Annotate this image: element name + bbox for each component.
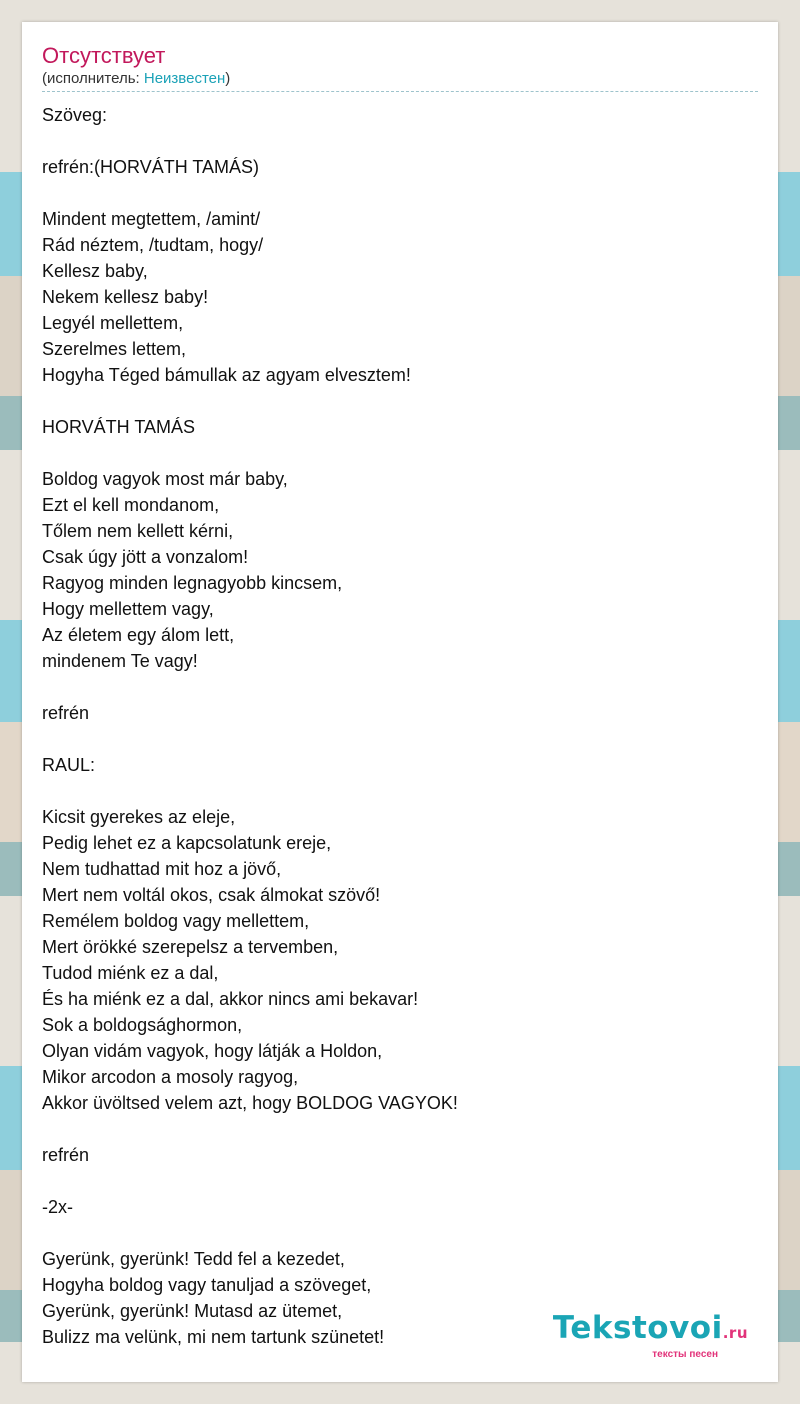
artist-prefix: (исполнитель: [42,70,144,87]
lyric-line: Hogyha Téged bámullak az agyam elvesztem! [42,365,411,385]
lyric-line: Olyan vidám vagyok, hogy látják a Holdon, [42,1041,383,1061]
lyric-line [42,1220,758,1246]
lyric-line: Mikor arcodon a mosoly ragyog, [42,1067,299,1087]
lyric-line: És ha miénk ez a dal, akkor nincs ami bekavar! [42,989,419,1009]
lyric-line: Az életem egy álom lett, [42,625,235,645]
artist-line [42,70,758,92]
lyric-line: Szerelmes lettem, [42,339,187,359]
artist-suffix: ) [225,70,231,87]
lyric-line: Nekem kellesz baby! [42,287,209,307]
site-logo[interactable] [553,1311,748,1360]
lyric-line: Hogyha boldog vagy tanuljad a szöveget, [42,1275,372,1295]
logo-wordmark [553,1311,748,1350]
lyric-line: RAUL: [42,755,96,775]
lyric-line: Mert nem voltál okos, csak álmokat szövő! [42,885,381,905]
song-title: Отсутствует [42,43,166,68]
lyric-line: Pedig lehet ez a kapcsolatunk ereje, [42,833,332,853]
lyric-line: refrén [42,703,90,723]
lyrics-text [42,102,758,1350]
lyric-line: -2x- [42,1197,73,1217]
artist-link[interactable]: Неизвестен [143,70,226,87]
lyric-line: Legyél mellettem, [42,313,184,333]
lyrics-card [22,22,778,1382]
lyric-line: Kellesz baby, [42,261,148,281]
lyric-line [42,778,758,804]
lyric-line: HORVÁTH TAMÁS [42,417,196,437]
logo-tld: .ru [722,1324,748,1342]
lyric-line [42,726,758,752]
lyric-line: Kicsit gyerekes az eleje, [42,807,236,827]
lyric-line [42,1168,758,1194]
lyric-line [42,180,758,206]
lyric-line: Rád néztem, /tudtam, hogy/ [42,235,264,255]
lyric-line: Szöveg: [42,105,108,125]
lyric-line: Hogy mellettem vagy, [42,599,214,619]
lyric-line: Remélem boldog vagy mellettem, [42,911,310,931]
logo-name: Tekstovoi [552,1310,723,1346]
lyric-line: Ragyog minden legnagyobb kincsem, [42,573,343,593]
lyric-line: Boldog vagyok most már baby, [42,469,288,489]
lyric-line [42,440,758,466]
lyric-line: mindenem Te vagy! [42,651,198,671]
lyric-line: Akkor üvöltsed velem azt, hogy BOLDOG VAGYOK! [42,1093,458,1113]
lyric-line: refrén:(HORVÁTH TAMÁS) [42,157,260,177]
lyric-line [42,674,758,700]
lyric-line [42,388,758,414]
lyric-line: Ezt el kell mondanom, [42,495,220,515]
lyric-line: Gyerünk, gyerünk! Mutasd az ütemet, [42,1301,343,1321]
lyric-line [42,128,758,154]
lyric-line: Bulizz ma velünk, mi nem tartunk szünetet! [42,1327,385,1347]
lyric-line: Nem tudhattad mit hoz a jövő, [42,859,282,879]
lyric-line: Csak úgy jött a vonzalom! [42,547,249,567]
lyric-line: Sok a boldogsághormon, [42,1015,243,1035]
lyric-line: refrén [42,1145,90,1165]
lyric-line: Mindent megtettem, /amint/ [42,209,261,229]
logo-tagline: тексты песен [652,1349,718,1360]
lyric-line: Gyerünk, gyerünk! Tedd fel a kezedet, [42,1249,345,1269]
lyric-line: Tudod miénk ez a dal, [42,963,219,983]
lyric-line: Tőlem nem kellett kérni, [42,521,234,541]
lyric-line [42,1116,758,1142]
lyric-line: Mert örökké szerepelsz a tervemben, [42,937,339,957]
